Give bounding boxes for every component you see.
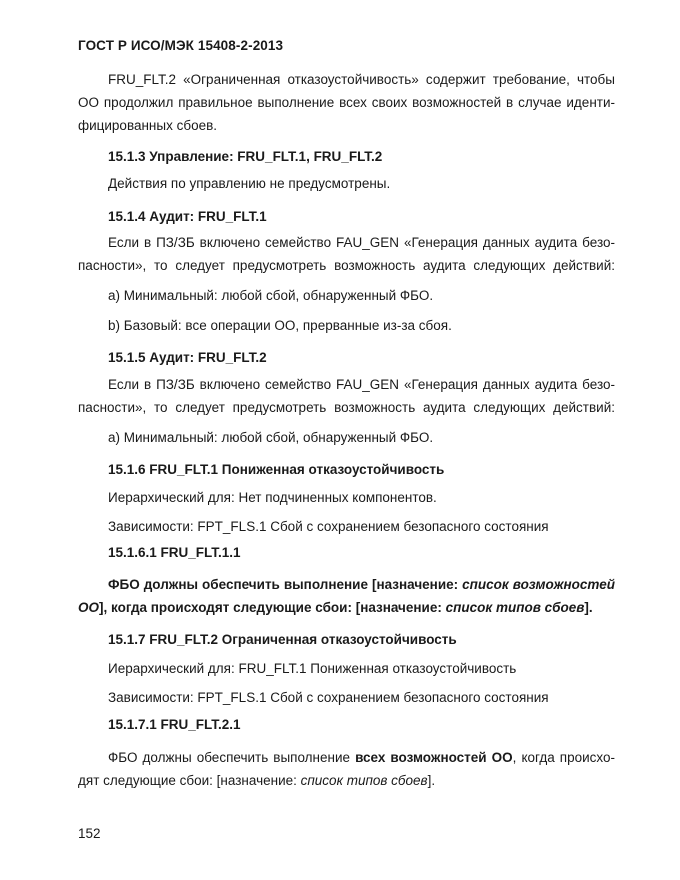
document-header: ГОСТ Р ИСО/МЭК 15408-2-2013 [78,38,284,53]
heading-15-1-6 [108,462,444,477]
heading-15-1-3: 15.1.3 Управление: FRU_FLT.1, FRU_FLT.2 [108,149,383,164]
fru-flt-1-1-text-b: ], когда происходят следующие сбои: [назначение: [99,600,446,615]
fru-flt-1-1-text-c: ]. [584,600,593,615]
fru-flt-1-1-line-1 [78,573,615,596]
audit-1-item-b: b) Базовый: все операции ОО, прерванные из-за сбоя. [108,318,452,333]
audit-1-item-a: a) Минимальный: любой сбой, обнаруженный ФБО. [108,288,434,303]
fru-flt-2-1-line-1 [78,746,615,769]
intro-line-3: фицированных сбоев. [78,118,218,133]
heading-15-1-7 [108,632,457,647]
page-number: 152 [78,826,101,841]
fru-flt-2-1-text-c: дят следующие сбои: [назначение: [78,773,301,788]
fru-flt-2-1-text-d: ]. [427,773,436,788]
fru-flt-1-hierarchy: Иерархический для: Нет подчиненных компонентов. [108,490,437,505]
heading-15-1-6-1: 15.1.6.1 FRU_FLT.1.1 [108,545,241,560]
audit-2-line-2: пасности», то следует предусмотреть возможность аудита следующих действий: [78,400,615,415]
heading-15-1-7-number: 15.1.7 FRU_FLT.2 [108,632,219,647]
fru-flt-1-dependencies: Зависимости: FPT_FLS.1 Сбой с сохранением безопасного состояния [108,519,549,534]
heading-15-1-6-title: Пониженная отказоустойчивость [218,462,445,477]
fru-flt-1-1-text-a: ФБО должны обеспечить выполнение [назначение: [108,577,463,592]
audit-1-line-2: пасности», то следует предусмотреть возможность аудита следующих действий: [78,258,615,273]
audit-2-paragraph [78,373,615,419]
intro-line-1: FRU_FLT.2 «Ограниченная отказоустойчивость» содержит требование, чтобы [108,72,615,87]
fru-flt-2-1-italic: список типов сбоев [300,773,428,788]
heading-15-1-4: 15.1.4 Аудит: FRU_FLT.1 [108,209,267,224]
fru-flt-1-1-italic-b: ОО [78,600,100,615]
fru-flt-2-1-text-b: , когда происхо- [512,750,615,765]
audit-1-paragraph [78,231,615,277]
audit-1-line-1: Если в ПЗ/ЗБ включено семейство FAU_GEN «Генерация данных аудита безо- [108,235,615,250]
heading-15-1-6-number: 15.1.6 FRU_FLT.1 [108,462,219,477]
fru-flt-1-1-italic-c: список типов сбоев [445,600,585,615]
heading-15-1-7-1: 15.1.7.1 FRU_FLT.2.1 [108,717,241,732]
fru-flt-2-1-bold: всех возможностей ОО [355,750,513,765]
fru-flt-2-1-line-2 [78,769,615,792]
fru-flt-2-1-text-a: ФБО должны обеспечить выполнение [108,750,356,765]
audit-2-item-a: a) Минимальный: любой сбой, обнаруженный ФБО. [108,430,434,445]
fru-flt-2-dependencies: Зависимости: FPT_FLS.1 Сбой с сохранением безопасного состояния [108,690,549,705]
intro-line-2: ОО продолжил правильное выполнение всех своих возможностей в случае иденти- [78,95,615,110]
intro-paragraph [78,68,615,137]
audit-2-line-1: Если в ПЗ/ЗБ включено семейство FAU_GEN «Генерация данных аудита безо- [108,377,615,392]
fru-flt-1-1-element [78,573,615,619]
heading-15-1-7-title: Ограниченная отказоустойчивость [218,632,457,647]
heading-15-1-5: 15.1.5 Аудит: FRU_FLT.2 [108,350,267,365]
management-text: Действия по управлению не предусмотрены. [108,176,391,191]
fru-flt-1-1-italic-a: список возможностей [462,577,616,592]
fru-flt-2-1-element [78,746,615,792]
fru-flt-2-hierarchy: Иерархический для: FRU_FLT.1 Пониженная отказоустойчивость [108,661,517,676]
fru-flt-1-1-line-2 [78,596,615,619]
